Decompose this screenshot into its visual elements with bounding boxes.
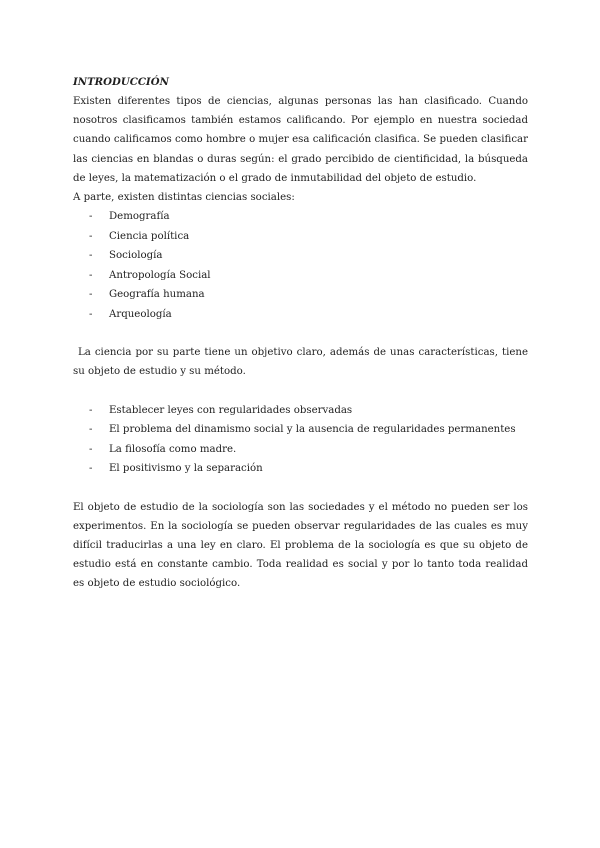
dash-bullet: - [89,404,93,416]
social-sciences-list [73,207,528,324]
spacer [73,324,528,343]
dash-bullet: - [89,463,93,475]
list-item-text: El problema del dinamismo social y la ausencia de regularidades permanentes [109,424,516,436]
spacer [73,382,528,401]
list-item-text: Geografía humana [109,289,205,301]
spacer [73,479,528,498]
dash-bullet: - [89,211,93,223]
section-heading: INTRODUCCIÓN [73,76,169,88]
dash-bullet: - [89,443,93,455]
intro-paragraph: Existen diferentes tipos de ciencias, algunas personas las han clasificado. Cuando nosotros clasificamos también estamos calificando. Por ejemplo en nuestra sociedad cuando calificamos como hombre o mujer esa calificación clasifica. Se pueden clasificar las ciencias en blandas o duras según: el grado percibido de cientificidad, la búsqueda de leyes, la matematización o el grado de inmutabilidad del objeto de estudio. [73,96,528,184]
characteristics-list [73,401,528,479]
list-item [73,420,528,440]
document-content [73,73,528,594]
dash-bullet: - [89,250,93,262]
list-item-text: Antropología Social [109,269,211,281]
list-item [73,285,528,305]
list-item-text: La filosofía como madre. [109,443,237,455]
list-item [73,305,528,325]
list-item [73,440,528,460]
dash-bullet: - [89,269,93,281]
list-item [73,207,528,227]
list-item-text: Demografía [109,211,170,223]
list-item [73,401,528,421]
list-item [73,459,528,479]
list-item-text: Sociología [109,250,163,262]
social-sciences-intro: A parte, existen distintas ciencias sociales: [73,192,295,204]
dash-bullet: - [89,230,93,242]
list-item-text: Ciencia política [109,230,190,242]
list-item-text: Establecer leyes con regularidades observadas [109,404,353,416]
dash-bullet: - [89,308,93,320]
list-item [73,246,528,266]
list-item-text: Arqueología [109,308,172,320]
dash-bullet: - [89,289,93,301]
dash-bullet: - [89,424,93,436]
list-item-text: El positivismo y la separación [109,463,263,475]
science-paragraph: La ciencia por su parte tiene un objetivo claro, además de unas características, tiene su objeto de estudio y su método. [73,347,528,378]
list-item [73,266,528,286]
closing-paragraph: El objeto de estudio de la sociología son las sociedades y el método no pueden ser los experimentos. En la sociología se pueden observar regularidades de las cuales es muy difícil traducirlas a una ley en claro. El problema de la sociología es que su objeto de estudio está en constante cambio. Toda realidad es social y por lo tanto toda realidad es objeto de estudio sociológico. [73,501,528,590]
list-item [73,227,528,247]
